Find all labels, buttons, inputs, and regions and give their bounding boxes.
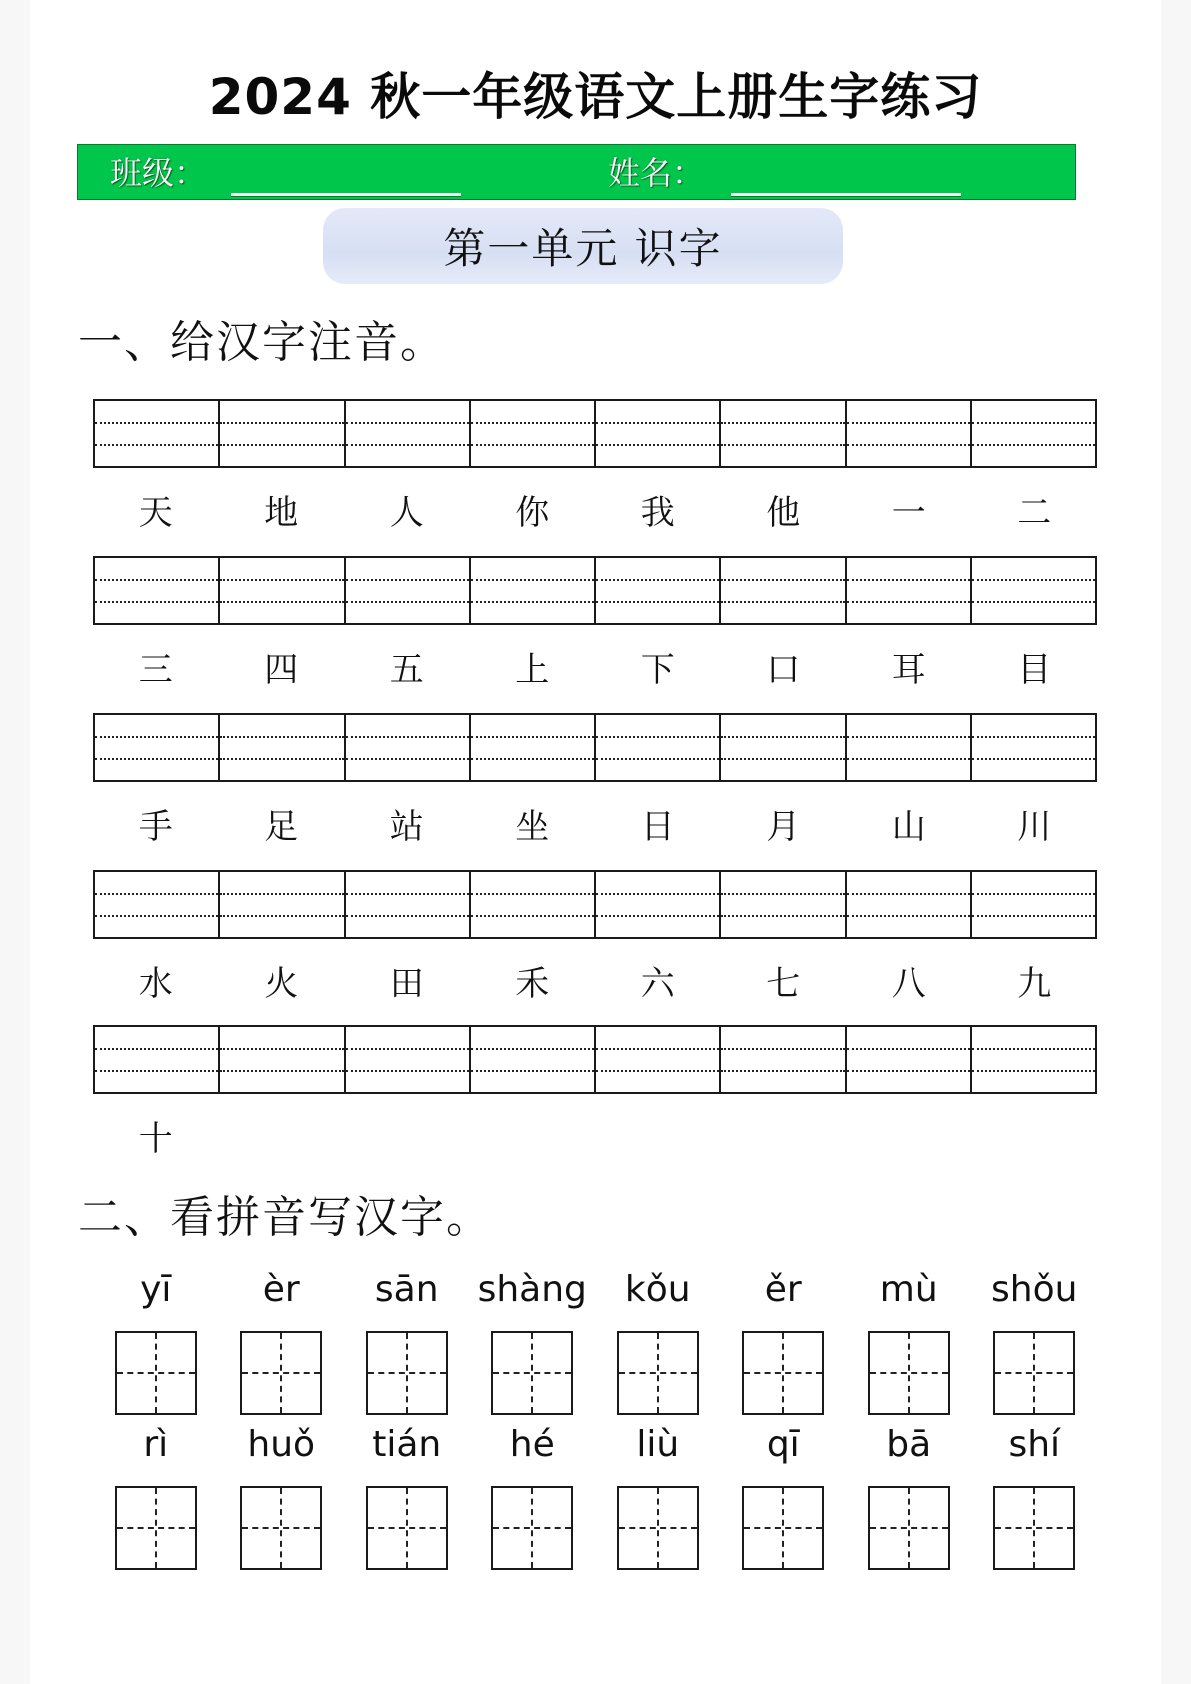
hanzi-character: 目	[1017, 650, 1052, 690]
pinyin-answer-cell[interactable]	[346, 558, 471, 623]
guide-line	[117, 1372, 195, 1374]
guide-line	[346, 758, 469, 760]
tian-zi-ge-box[interactable]	[742, 1331, 824, 1415]
pinyin-text: liù	[636, 1424, 680, 1465]
class-label: 班级：	[110, 154, 207, 192]
pinyin-text: qī	[766, 1424, 800, 1465]
guide-line	[95, 579, 218, 581]
tian-zi-ge-box[interactable]	[240, 1486, 322, 1570]
character-row	[93, 802, 1097, 852]
guide-line	[972, 444, 1095, 446]
pinyin-answer-cell[interactable]	[972, 401, 1095, 466]
pinyin-text: bā	[886, 1424, 932, 1465]
hanzi-character	[972, 1114, 1098, 1164]
guide-line	[220, 1048, 343, 1050]
tian-zi-ge-box[interactable]	[617, 1486, 699, 1570]
character-row	[93, 488, 1097, 538]
guide-line	[471, 1048, 594, 1050]
hanzi-character: 口	[766, 650, 801, 690]
guide-line	[95, 422, 218, 424]
pinyin-item	[470, 1267, 596, 1415]
hanzi-character: 上	[515, 650, 550, 690]
pinyin-text: shí	[1008, 1424, 1061, 1465]
pinyin-answer-cell[interactable]	[596, 872, 721, 937]
guide-line	[847, 601, 970, 603]
character-row	[93, 1114, 1097, 1164]
guide-line	[471, 915, 594, 917]
guide-line	[972, 579, 1095, 581]
guide-line	[847, 893, 970, 895]
guide-line	[847, 915, 970, 917]
pinyin-answer-cell[interactable]	[972, 1027, 1095, 1092]
guide-line	[721, 601, 844, 603]
guide-line	[95, 601, 218, 603]
pinyin-item	[972, 1267, 1098, 1415]
hanzi-character: 下	[640, 650, 675, 690]
pinyin-answer-cell[interactable]	[346, 715, 471, 780]
pinyin-item	[219, 1267, 345, 1415]
guide-line	[847, 444, 970, 446]
guide-line	[995, 1372, 1073, 1374]
guide-line	[995, 1527, 1073, 1529]
pinyin-item	[846, 1267, 972, 1415]
hanzi-character: 月	[766, 807, 801, 847]
pinyin-answer-cell[interactable]	[972, 558, 1095, 623]
guide-line	[721, 579, 844, 581]
pinyin-text: rì	[143, 1424, 169, 1465]
pinyin-item	[721, 1267, 847, 1415]
pinyin-item	[344, 1267, 470, 1415]
hanzi-character	[344, 1114, 470, 1164]
pinyin-item	[470, 1422, 596, 1570]
pinyin-text: kǒu	[624, 1269, 691, 1310]
guide-line	[596, 758, 719, 760]
tian-zi-ge-box[interactable]	[115, 1486, 197, 1570]
tian-zi-ge-box[interactable]	[491, 1331, 573, 1415]
student-info-bar	[77, 144, 1076, 200]
pinyin-answer-cell[interactable]	[471, 558, 596, 623]
guide-line	[721, 915, 844, 917]
pinyin-answer-cell[interactable]	[596, 401, 721, 466]
guide-line	[220, 758, 343, 760]
pinyin-writing-grid	[93, 713, 1097, 782]
guide-line	[95, 1070, 218, 1072]
pinyin-item	[219, 1422, 345, 1570]
hanzi-character: 火	[264, 964, 299, 1004]
pinyin-answer-cell[interactable]	[471, 401, 596, 466]
guide-line	[596, 893, 719, 895]
guide-line	[493, 1372, 571, 1374]
tian-zi-ge-box[interactable]	[491, 1486, 573, 1570]
pinyin-answer-cell[interactable]	[847, 715, 972, 780]
hanzi-character	[219, 1114, 345, 1164]
guide-line	[346, 893, 469, 895]
hanzi-character	[846, 1114, 972, 1164]
guide-line	[346, 736, 469, 738]
tian-zi-ge-box[interactable]	[617, 1331, 699, 1415]
tian-zi-ge-box[interactable]	[993, 1331, 1075, 1415]
guide-line	[220, 422, 343, 424]
guide-line	[346, 579, 469, 581]
hanzi-character: 手	[138, 807, 173, 847]
guide-line	[346, 601, 469, 603]
pinyin-item	[93, 1267, 219, 1415]
pinyin-answer-cell[interactable]	[847, 401, 972, 466]
hanzi-character: 川	[1017, 807, 1052, 847]
pinyin-item	[595, 1422, 721, 1570]
pinyin-answer-cell[interactable]	[471, 1027, 596, 1092]
guide-line	[471, 444, 594, 446]
pinyin-text: tián	[372, 1424, 442, 1465]
guide-line	[596, 736, 719, 738]
guide-line	[95, 893, 218, 895]
pinyin-answer-cell[interactable]	[972, 715, 1095, 780]
guide-line	[596, 444, 719, 446]
pinyin-answer-cell[interactable]	[95, 872, 220, 937]
guide-line	[721, 736, 844, 738]
pinyin-answer-cell[interactable]	[95, 401, 220, 466]
guide-line	[242, 1527, 320, 1529]
guide-line	[596, 1048, 719, 1050]
guide-line	[471, 736, 594, 738]
pinyin-item	[344, 1422, 470, 1570]
pinyin-text: shǒu	[991, 1269, 1078, 1310]
guide-line	[471, 579, 594, 581]
guide-line	[220, 601, 343, 603]
pinyin-answer-cell[interactable]	[596, 715, 721, 780]
pinyin-answer-cell[interactable]	[220, 715, 345, 780]
hanzi-character: 七	[766, 964, 801, 1004]
guide-line	[847, 736, 970, 738]
guide-line	[847, 579, 970, 581]
pinyin-writing-grid	[93, 556, 1097, 625]
guide-line	[471, 601, 594, 603]
pinyin-answer-cell[interactable]	[721, 401, 846, 466]
character-row	[93, 645, 1097, 695]
pinyin-item	[595, 1267, 721, 1415]
guide-line	[368, 1372, 446, 1374]
guide-line	[220, 579, 343, 581]
guide-line	[596, 1070, 719, 1072]
pinyin-answer-cell[interactable]	[847, 1027, 972, 1092]
guide-line	[721, 422, 844, 424]
guide-line	[220, 1070, 343, 1072]
hanzi-character: 站	[389, 807, 424, 847]
unit-title-banner	[323, 208, 843, 284]
hanzi-character: 天	[138, 493, 173, 533]
guide-line	[117, 1527, 195, 1529]
guide-line	[721, 758, 844, 760]
guide-line	[471, 422, 594, 424]
guide-line	[95, 736, 218, 738]
pinyin-answer-cell[interactable]	[721, 558, 846, 623]
pinyin-answer-cell[interactable]	[346, 872, 471, 937]
pinyin-answer-cell[interactable]	[95, 1027, 220, 1092]
pinyin-answer-cell[interactable]	[95, 558, 220, 623]
pinyin-answer-cell[interactable]	[471, 715, 596, 780]
pinyin-row	[93, 1422, 1097, 1570]
hanzi-character: 六	[640, 964, 675, 1004]
pinyin-text: ěr	[764, 1269, 802, 1310]
guide-line	[220, 444, 343, 446]
hanzi-character	[595, 1114, 721, 1164]
hanzi-character: 地	[264, 493, 299, 533]
guide-line	[471, 1070, 594, 1072]
guide-line	[596, 601, 719, 603]
guide-line	[721, 1048, 844, 1050]
pinyin-answer-cell[interactable]	[220, 558, 345, 623]
pinyin-writing-grid	[93, 1025, 1097, 1094]
tian-zi-ge-box[interactable]	[240, 1331, 322, 1415]
pinyin-answer-cell[interactable]	[220, 401, 345, 466]
guide-line	[721, 444, 844, 446]
guide-line	[972, 601, 1095, 603]
guide-line	[744, 1372, 822, 1374]
tian-zi-ge-box[interactable]	[742, 1486, 824, 1570]
guide-line	[596, 422, 719, 424]
pinyin-item	[93, 1422, 219, 1570]
pinyin-answer-cell[interactable]	[847, 872, 972, 937]
pinyin-answer-cell[interactable]	[721, 715, 846, 780]
pinyin-answer-cell[interactable]	[596, 1027, 721, 1092]
worksheet-title: 2024 秋一年级语文上册生字练习	[208, 68, 983, 126]
pinyin-text: hé	[509, 1424, 555, 1465]
pinyin-row	[93, 1267, 1097, 1415]
pinyin-item	[972, 1422, 1098, 1570]
hanzi-character: 山	[891, 807, 926, 847]
section2-heading: 二、看拼音写汉字。	[78, 1192, 492, 1243]
hanzi-character: 水	[138, 964, 173, 1004]
guide-line	[596, 579, 719, 581]
hanzi-character: 日	[640, 807, 675, 847]
hanzi-character: 十	[138, 1119, 173, 1159]
guide-line	[346, 444, 469, 446]
guide-line	[847, 1070, 970, 1072]
pinyin-answer-cell[interactable]	[471, 872, 596, 937]
guide-line	[596, 915, 719, 917]
hanzi-character: 足	[264, 807, 299, 847]
pinyin-answer-cell[interactable]	[220, 1027, 345, 1092]
guide-line	[972, 1048, 1095, 1050]
hanzi-character	[470, 1114, 596, 1164]
guide-line	[368, 1527, 446, 1529]
guide-line	[847, 758, 970, 760]
pinyin-answer-cell[interactable]	[721, 872, 846, 937]
hanzi-character: 人	[389, 493, 424, 533]
pinyin-answer-cell[interactable]	[847, 558, 972, 623]
guide-line	[346, 1070, 469, 1072]
pinyin-text: yī	[140, 1269, 172, 1310]
guide-line	[972, 915, 1095, 917]
guide-line	[847, 1048, 970, 1050]
guide-line	[346, 915, 469, 917]
hanzi-character: 田	[389, 964, 424, 1004]
guide-line	[220, 736, 343, 738]
pinyin-text: èr	[262, 1269, 300, 1310]
guide-line	[471, 893, 594, 895]
hanzi-character: 坐	[515, 807, 550, 847]
hanzi-character: 他	[766, 493, 801, 533]
guide-line	[870, 1527, 948, 1529]
hanzi-character: 禾	[515, 964, 550, 1004]
guide-line	[847, 422, 970, 424]
guide-line	[95, 915, 218, 917]
guide-line	[619, 1372, 697, 1374]
tian-zi-ge-box[interactable]	[366, 1486, 448, 1570]
guide-line	[972, 736, 1095, 738]
guide-line	[721, 893, 844, 895]
hanzi-character: 八	[891, 964, 926, 1004]
guide-line	[870, 1372, 948, 1374]
hanzi-character: 三	[138, 650, 173, 690]
tian-zi-ge-box[interactable]	[115, 1331, 197, 1415]
pinyin-text: huǒ	[247, 1424, 316, 1465]
guide-line	[95, 444, 218, 446]
pinyin-writing-grid	[93, 399, 1097, 468]
pinyin-text: mù	[879, 1269, 938, 1310]
guide-line	[220, 915, 343, 917]
guide-line	[972, 422, 1095, 424]
section1-heading: 一、给汉字注音。	[78, 317, 446, 368]
pinyin-text: sān	[374, 1269, 439, 1310]
guide-line	[972, 1070, 1095, 1072]
guide-line	[493, 1527, 571, 1529]
hanzi-character: 九	[1017, 964, 1052, 1004]
hanzi-character: 你	[515, 493, 550, 533]
pinyin-answer-cell[interactable]	[596, 558, 721, 623]
tian-zi-ge-box[interactable]	[993, 1486, 1075, 1570]
guide-line	[95, 758, 218, 760]
guide-line	[346, 422, 469, 424]
pinyin-answer-cell[interactable]	[220, 872, 345, 937]
tian-zi-ge-box[interactable]	[868, 1486, 950, 1570]
pinyin-answer-cell[interactable]	[346, 1027, 471, 1092]
guide-line	[744, 1527, 822, 1529]
tian-zi-ge-box[interactable]	[366, 1331, 448, 1415]
hanzi-character: 耳	[891, 650, 926, 690]
guide-line	[471, 758, 594, 760]
guide-line	[972, 758, 1095, 760]
guide-line	[346, 1048, 469, 1050]
pinyin-writing-grid	[93, 870, 1097, 939]
guide-line	[95, 1048, 218, 1050]
guide-line	[972, 893, 1095, 895]
hanzi-character: 四	[264, 650, 299, 690]
character-row	[93, 959, 1097, 1009]
name-label: 姓名：	[608, 154, 705, 192]
pinyin-item	[846, 1422, 972, 1570]
class-input-line[interactable]	[231, 193, 461, 197]
pinyin-answer-cell[interactable]	[95, 715, 220, 780]
pinyin-answer-cell[interactable]	[972, 872, 1095, 937]
guide-line	[220, 893, 343, 895]
guide-line	[721, 1070, 844, 1072]
pinyin-answer-cell[interactable]	[721, 1027, 846, 1092]
hanzi-character: 五	[389, 650, 424, 690]
hanzi-character	[721, 1114, 847, 1164]
hanzi-character: 二	[1017, 493, 1052, 533]
hanzi-character: 我	[640, 493, 675, 533]
tian-zi-ge-box[interactable]	[868, 1331, 950, 1415]
pinyin-text: shàng	[477, 1269, 587, 1310]
pinyin-item	[721, 1422, 847, 1570]
unit-title: 第一单元 识字	[443, 224, 723, 273]
guide-line	[242, 1372, 320, 1374]
guide-line	[619, 1527, 697, 1529]
hanzi-character: 一	[891, 493, 926, 533]
pinyin-answer-cell[interactable]	[346, 401, 471, 466]
name-input-line[interactable]	[731, 193, 961, 197]
